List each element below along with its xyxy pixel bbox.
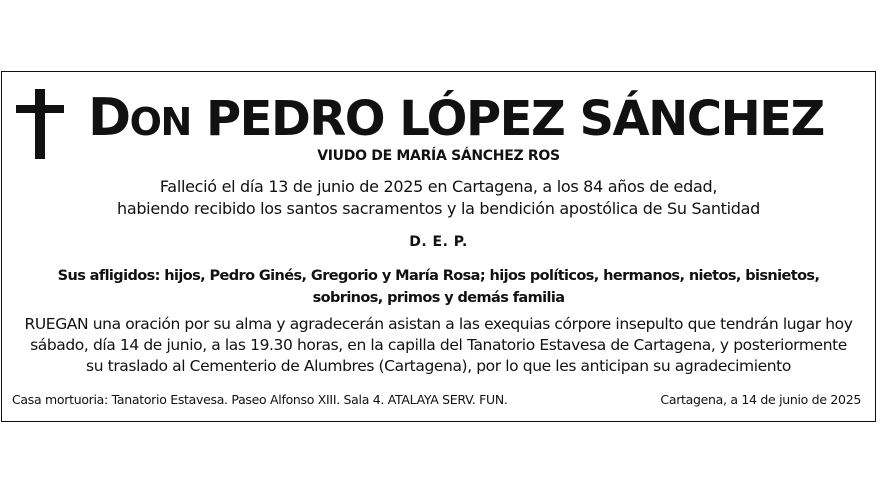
family-line: Sus afligidos: hijos, Pedro Ginés, Gregorio y María Rosa; hijos políticos, hermanos, nietos, bisnietos,: [57, 268, 820, 284]
widower-subtitle: VIUDO DE MARÍA SÁNCHEZ ROS: [317, 148, 560, 164]
full-name: PEDRO LÓPEZ SÁNCHEZ: [206, 91, 824, 147]
prayer-request: [2, 314, 875, 377]
family-list: [2, 265, 875, 309]
mortuary-info: Casa mortuoria: Tanatorio Estavesa. Paseo Alfonso XIII. Sala 4. ATALAYA SERV. FUN.: [12, 392, 508, 407]
honorific-rest: ON: [129, 100, 191, 144]
family-line: sobrinos, primos y demás familia: [312, 290, 565, 306]
prayer-line: su traslado al Cementerio de Alumbres (Cartagena), por lo que les anticipan su agradecimiento: [86, 357, 791, 375]
death-statement: [2, 176, 875, 220]
death-line: habiendo recibido los santos sacramentos y la bendición apostólica de Su Santidad: [116, 199, 761, 218]
death-line: Falleció el día 13 de junio de 2025 en Cartagena, a los 84 años de edad,: [159, 177, 718, 196]
prayer-line: sábado, día 14 de junio, a las 19.30 horas, en la capilla del Tanatorio Estavesa de Cartagena, y posteriormente: [30, 336, 847, 354]
obituary-notice: [1, 71, 876, 422]
prayer-line: RUEGAN una oración por su alma y agradecerán asistan a las exequias córpore insepulto que tendrán lugar hoy: [24, 315, 853, 333]
honorific-initial: D: [88, 88, 130, 148]
rest-in-peace: D. E. P.: [409, 234, 468, 250]
deceased-name: [88, 82, 848, 158]
place-date: Cartagena, a 14 de junio de 2025: [660, 392, 861, 407]
